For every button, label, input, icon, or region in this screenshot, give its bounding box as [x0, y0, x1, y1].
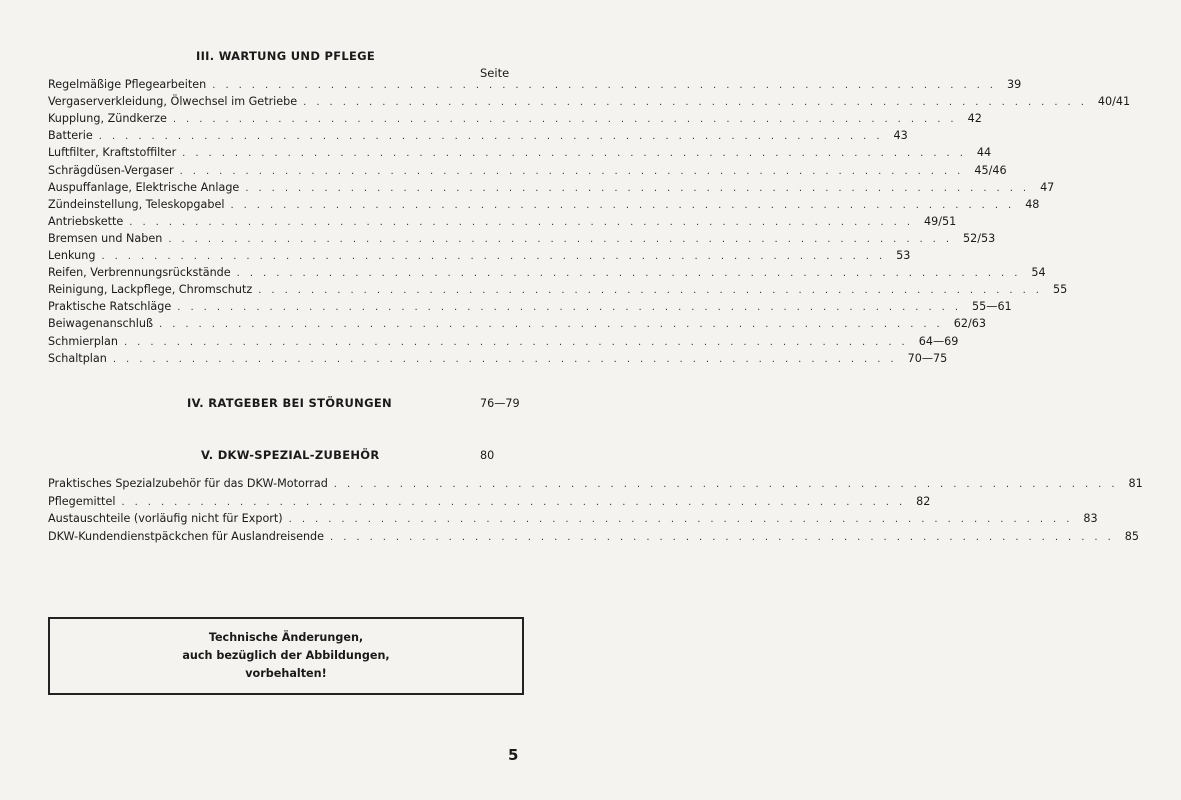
notice-line-1: Technische Änderungen, — [208, 631, 364, 644]
toc-entry-page: 62/63 — [953, 317, 986, 331]
toc-entry — [48, 129, 908, 146]
toc-entry — [48, 512, 1098, 529]
toc-entry — [48, 317, 986, 334]
toc-leader-dots: ............................................................ — [159, 319, 950, 331]
toc-entry-page: 48 — [1025, 197, 1040, 211]
seite-column-label: Seite — [480, 66, 510, 80]
section-5-heading: V. DKW-SPEZIAL-ZUBEHÖR — [201, 448, 380, 462]
toc-entry-label: Vergaserverkleidung, Ölwechsel im Getriebe — [48, 95, 298, 109]
toc-entry-label: Schaltplan — [48, 351, 107, 365]
toc-entry-page: 43 — [893, 129, 908, 143]
toc-entry — [48, 231, 996, 249]
toc-leader-dots: ............................................................ — [172, 114, 964, 126]
toc-entry-page: 40/41 — [1097, 95, 1131, 109]
toc-entry — [48, 529, 1140, 547]
toc-leader-dots: ............................................................ — [101, 251, 893, 262]
toc-entry — [48, 197, 1040, 215]
toc-entry-label: Lenkung — [48, 249, 96, 262]
toc-entry-label: Praktische Ratschläge — [48, 300, 172, 314]
toc-entry — [48, 494, 931, 512]
toc-entry-label: Zündeinstellung, Teleskopgabel — [48, 197, 225, 211]
toc-entry-label: Pflegemittel — [48, 494, 116, 508]
toc-entry-page: 54 — [1031, 266, 1046, 280]
toc-leader-dots: ............................................................ — [303, 97, 1094, 109]
toc-entry-page: 44 — [976, 146, 992, 160]
toc-entry-label: Bremsen und Naben — [48, 231, 163, 245]
toc-entry-page: 52/53 — [963, 231, 996, 245]
toc-entry — [48, 249, 911, 266]
toc-entry-label: Praktisches Spezialzubehör für das DKW-Motorrad — [48, 477, 328, 490]
toc-entry — [48, 477, 1143, 494]
toc-entry-label: Luftfilter, Kraftstoffilter — [48, 146, 177, 160]
toc-entry-label: Schmierplan — [48, 334, 118, 348]
page-number: 5 — [508, 746, 519, 764]
toc-leader-dots: ............................................................ — [179, 165, 971, 177]
toc-entry-label: DKW-Kundendienstpäckchen für Auslandreisende — [48, 529, 325, 543]
toc-entry-label: Auspuffanlage, Elektrische Anlage — [48, 180, 240, 194]
toc-entry-page: 42 — [967, 112, 982, 126]
toc-entry-label: Kupplung, Zündkerze — [48, 112, 167, 126]
toc-entry-page: 39 — [1007, 78, 1022, 91]
toc-entry-label: Reifen, Verbrennungsrückstände — [48, 266, 231, 280]
notice-line-3: vorbehalten! — [245, 667, 327, 680]
toc-entry-page: 81 — [1128, 477, 1143, 490]
toc-entry-page: 70—75 — [907, 351, 948, 365]
toc-leader-dots: ............................................................ — [236, 268, 1028, 280]
toc-entry — [48, 112, 982, 129]
toc-entry-page: 64—69 — [918, 334, 959, 348]
toc-leader-dots: ............................................................ — [124, 336, 915, 348]
toc-leader-dots: ............................................................ — [182, 148, 973, 160]
toc-entry-page: 45/46 — [974, 163, 1007, 177]
toc-leader-dots: ............................................................ — [258, 285, 1049, 297]
toc-entry-label: Schrägdüsen-Vergaser — [48, 163, 174, 177]
toc-entry-label: Austauschteile (vorläufig nicht für Export) — [48, 512, 283, 525]
toc-entry-label: Beiwagenanschluß — [48, 317, 154, 331]
section-4-heading: IV. RATGEBER BEI STÖRUNGEN — [187, 396, 392, 410]
toc-entry — [48, 180, 1055, 198]
section-4-page: 76—79 — [480, 397, 520, 410]
toc-entry-page: 47 — [1040, 180, 1055, 194]
toc-entry — [48, 163, 1007, 181]
toc-leader-dots: ............................................................ — [288, 514, 1080, 525]
toc-entry-page: 82 — [916, 494, 931, 508]
toc-entry-page: 49/51 — [924, 214, 957, 228]
notice-box — [48, 617, 524, 695]
toc-entry — [48, 78, 1022, 95]
section-3-heading: III. WARTUNG UND PFLEGE — [196, 49, 376, 63]
toc-entry-page: 83 — [1083, 512, 1098, 525]
toc-leader-dots: ............................................................ — [129, 216, 921, 228]
toc-entry-page: 53 — [896, 249, 911, 262]
toc-leader-dots: ............................................................ — [112, 353, 904, 365]
toc-entry-label: Regelmäßige Pflegearbeiten — [48, 78, 207, 91]
toc-entry-label: Antriebskette — [48, 214, 124, 228]
toc-entry — [48, 300, 1012, 317]
toc-entry — [48, 146, 992, 163]
toc-leader-dots: ............................................................ — [98, 131, 890, 143]
toc-leader-dots: ............................................................ — [333, 479, 1125, 490]
toc-leader-dots: ............................................................ — [245, 182, 1037, 194]
toc-leader-dots: ............................................................ — [212, 80, 1003, 91]
toc-entry-label: Batterie — [48, 129, 93, 143]
notice-line-2: auch bezüglich der Abbildungen, — [182, 649, 390, 662]
section-5-page: 80 — [480, 449, 495, 462]
toc-leader-dots: ............................................................ — [121, 496, 913, 508]
toc-leader-dots: ............................................................ — [168, 233, 960, 245]
toc-entry-page: 55—61 — [972, 300, 1012, 314]
toc-entry — [48, 214, 957, 232]
toc-entry — [48, 351, 948, 369]
toc-entry-label: Reinigung, Lackpflege, Chromschutz — [48, 283, 253, 297]
toc-entry-page: 85 — [1124, 529, 1140, 543]
toc-entry — [48, 334, 959, 352]
toc-entry — [48, 95, 1131, 112]
toc-entry — [48, 266, 1046, 283]
toc-leader-dots: ............................................................ — [230, 199, 1022, 211]
toc-entry — [48, 283, 1068, 300]
toc-leader-dots: ............................................................ — [177, 302, 969, 314]
toc-entry-page: 55 — [1052, 283, 1068, 297]
toc-leader-dots: ............................................................ — [330, 531, 1121, 543]
